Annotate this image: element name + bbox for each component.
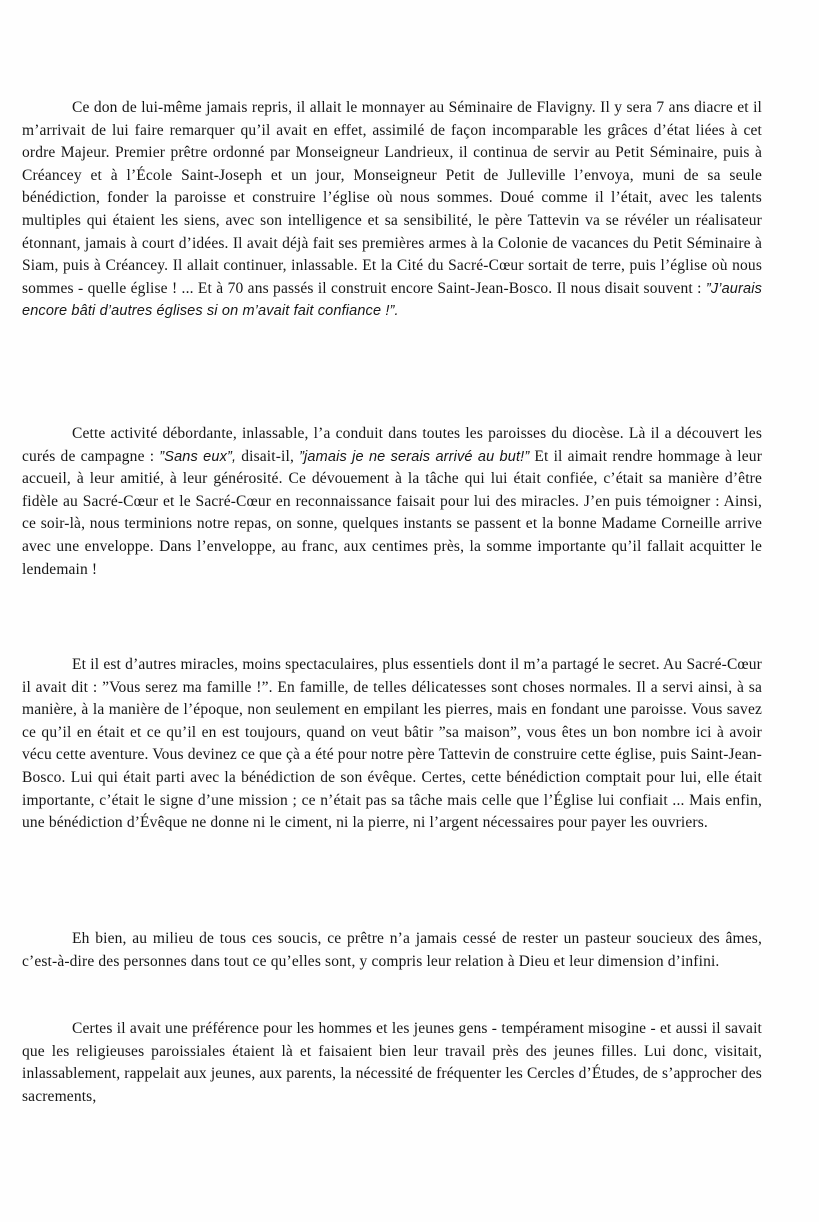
- paragraph-2: [22, 423, 762, 581]
- paragraph-5: [22, 1018, 762, 1108]
- paragraph-4: [22, 928, 762, 973]
- paragraph-3-text: Et il est d’autres miracles, moins spectaculaires, plus essentiels dont il m’a partagé le secret. Au Sacré-Cœur il avait dit : ”Vous serez ma famille !”. En famille, de telles délicatesses sont choses normales. Il a servi ainsi, à sa manière, à la manière de l’époque, non seulement en empilant les pierres, mais en fondant une paroisse. Vous savez ce qu’il en était et ce qu’il en est toujours, quand on veut bâtir ”sa maison”, vous êtes un bon nombre ici à avoir vécu cette aventure. Vous devinez ce que çà a été pour notre père Tattevin de construire cette église, puis Saint-Jean-Bosco. Lui qui était parti avec la bénédiction de son évêque. Certes, cette bénédiction comptait pour lui, elle était importante, c’était le signe d’une mission ; ce n’était pas sa tâche mais celle que l’Église lui confiait ... Mais enfin, une bénédiction d’Évêque ne donne ni le ciment, ni la pierre, ni l’argent nécessaires pour payer les ouvriers.: [22, 656, 762, 832]
- paragraph-2-text-c: Et il aimait rendre hommage à leur accueil, à leur amitié, à leur générosité. Ce dévouement à la tâche qui lui était confiée, c’était sa manière d’être fidèle au Sacré-Cœur et le Sacré-Cœur en reconnaissance faisait pour lui des miracles. J’en puis témoigner : Ainsi, ce soir-là, nous terminions notre repas, on sonne, quelques instants se passent et la bonne Madame Corneille arrive avec une enveloppe. Dans l’enveloppe, au franc, aux centimes près, la somme importante qu’il fallait acquitter le lendemain !: [22, 447, 763, 578]
- paragraph-2-text-b: disait-il,: [236, 447, 300, 465]
- paragraph-2-text-a: Cette activité débordante, inlassable, l’a conduit dans toutes les paroisses du diocèse. Là il a découvert les curés de campagne :: [22, 425, 762, 465]
- paragraph-1-text: Ce don de lui-même jamais repris, il allait le monnayer au Séminaire de Flavigny. Il y sera 7 ans diacre et il m’arrivait de lui faire remarquer qu’il avait en effet, assimilé de façon incomparable les grâces d’état liées à cet ordre Majeur. Premier prêtre ordonné par Monseigneur Landrieux, il continua de servir au Petit Séminaire, puis à Créancey et à l’École Saint-Joseph et un jour, Monseigneur Petit de Julleville l’envoya, muni de sa seule bénédiction, fonder la paroisse et construire l’église où nous sommes. Doué comme il l’était, avec les talents multiples qui étaient les siens, avec son intelligence et sa sensibilité, le père Tattevin va se révéler un réalisateur étonnant, jamais à court d’idées. Il avait déjà fait ses premières armes à la Colonie de vacances du Petit Séminaire à Siam, puis à Créancey. Il allait continuer, inlassable. Et la Cité du Sacré-Cœur sortait de terre, puis l’église où nous sommes - quelle église ! ... Et à 70 ans passés il construit encore Saint-Jean-Bosco. Il nous disait souvent :: [22, 99, 762, 297]
- paragraph-2-quote-b: ”jamais je ne serais arrivé au but!”: [299, 448, 530, 465]
- paragraph-5-text: Certes il avait une préférence pour les hommes et les jeunes gens - tempérament misogine - et aussi il savait que les religieuses paroissiales étaient là et faisaient bien leur travail près des jeunes filles. Lui donc, visitait, inlassablement, rappelait aux jeunes, aux parents, la nécessité de fréquenter les Cercles d’Études, de s’approcher des sacrements,: [22, 1020, 762, 1105]
- paragraph-1-quote: ”J’aurais encore bâti d’autres églises si on m’avait fait confiance !”.: [22, 280, 762, 320]
- paragraph-2-quote-a: ”Sans eux”,: [159, 448, 237, 465]
- paragraph-4-text: Eh bien, au milieu de tous ces soucis, ce prêtre n’a jamais cessé de rester un pasteur soucieux des âmes, c’est-à-dire des personnes dans tout ce qu’elles sont, y compris leur relation à Dieu et leur dimension d’infini.: [22, 930, 762, 970]
- paragraph-1: [22, 97, 762, 323]
- paragraph-3: [22, 654, 762, 835]
